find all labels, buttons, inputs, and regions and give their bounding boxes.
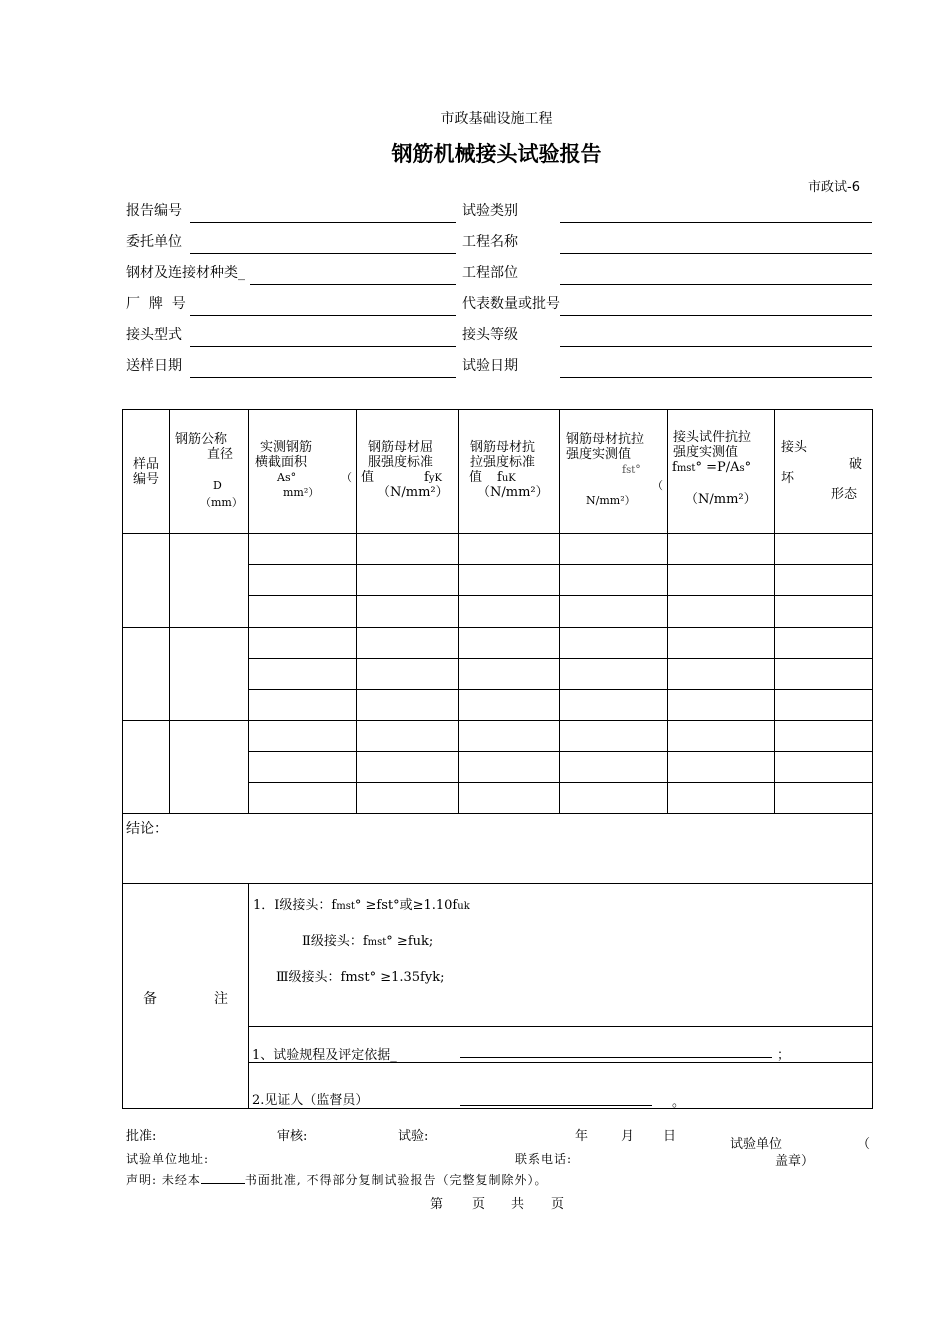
col-joint-tensile: 接头试件抗拉 强度实测值 fmst° =P/As° （N/mm²） (672, 430, 757, 507)
review-label: 审核: (277, 1129, 308, 1144)
batch-field[interactable] (560, 315, 872, 316)
joint-grade-field[interactable] (560, 346, 872, 347)
witness-label: 2.见证人（监督员） (252, 1093, 369, 1108)
conclusion-label: 结论： (126, 821, 168, 837)
basis-label: 1、试验规程及评定依据_ (252, 1048, 397, 1063)
project-part-label: 工程部位 (462, 265, 518, 281)
joint-grade-label: 接头等级 (462, 327, 518, 343)
col-failure-mode: 接头 破 坏 形态 (781, 440, 863, 502)
approve-label: 批准: (126, 1129, 157, 1144)
remark-grade-3: Ⅲ级接头：fmst° ≥1.35fyk; (276, 970, 445, 985)
remark-grade-2: Ⅱ级接头：fmst° ≥fuk; (302, 934, 434, 949)
material-type-label: 钢材及连接材种类_ (126, 265, 245, 281)
test-date-label: 试验日期 (462, 358, 518, 374)
col-actual-area: 实测钢筋 横截面积 As° （ mm²） (255, 440, 352, 499)
basis-field[interactable] (460, 1057, 772, 1058)
col-nominal-diameter: 钢筋公称 直径 D （mm） (175, 432, 243, 509)
basis-end: ； (777, 1048, 791, 1063)
statement: 声明: 未经本 书面批准, 不得部分复制试验报告（完整复制除外）。 (126, 1173, 548, 1187)
material-type-field[interactable] (250, 284, 456, 285)
remarks-label-b: 注 (214, 991, 228, 1007)
address-label: 试验单位地址: (126, 1152, 210, 1166)
year-label: 年 (575, 1129, 589, 1144)
phone-label: 联系电话: (515, 1152, 573, 1166)
page-di: 第 (430, 1197, 444, 1212)
page-ye: 页 (472, 1197, 486, 1212)
batch-label: 代表数量或批号 (462, 296, 560, 312)
test-label: 试验: (398, 1129, 429, 1144)
report-number-label: 报告编号 (126, 203, 182, 219)
col-sample-no: 样品 编号 (132, 457, 159, 487)
remarks-label-a: 备 (143, 991, 157, 1007)
joint-type-field[interactable] (190, 346, 456, 347)
remark-grade-1: 1．Ⅰ级接头：fmst° ≥fst°或≥1.10fuk (253, 898, 470, 913)
page-title: 钢筋机械接头试验报告 (391, 142, 602, 166)
subtitle: 市政基础设施工程 (440, 111, 553, 127)
brand-label: 厂 牌 号 (126, 296, 186, 312)
seal-open: （ (857, 1137, 871, 1152)
page-gong: 共 (511, 1197, 525, 1212)
brand-field[interactable] (190, 315, 456, 316)
col-yield-strength: 钢筋母材屈 服强度标准 值 fyK （N/mm²） (361, 440, 449, 500)
joint-type-label: 接头型式 (126, 327, 182, 343)
sample-date-field[interactable] (190, 377, 456, 378)
test-category-field[interactable] (560, 222, 872, 223)
col-tensile-actual: 钢筋母材抗拉 强度实测值 fst° （ N/mm²） (566, 432, 663, 507)
client-field[interactable] (190, 253, 456, 254)
test-category-label: 试验类别 (462, 203, 518, 219)
sample-date-label: 送样日期 (126, 358, 182, 374)
day-label: 日 (663, 1129, 677, 1144)
report-number-field[interactable] (190, 222, 456, 223)
month-label: 月 (621, 1129, 635, 1144)
col-tensile-standard: 钢筋母材抗 拉强度标准 值 fuK （N/mm²） (469, 440, 549, 500)
form-code: 市政试-6 (808, 180, 860, 195)
project-name-label: 工程名称 (462, 234, 518, 250)
test-unit-label: 试验单位 (730, 1137, 783, 1152)
page-ye-2: 页 (551, 1197, 565, 1212)
project-part-field[interactable] (560, 284, 872, 285)
witness-end: 。 (672, 1095, 686, 1110)
test-date-field[interactable] (560, 377, 872, 378)
witness-field[interactable] (460, 1105, 652, 1106)
client-label: 委托单位 (126, 234, 182, 250)
project-name-field[interactable] (560, 253, 872, 254)
seal-label: 盖章） (775, 1154, 815, 1169)
